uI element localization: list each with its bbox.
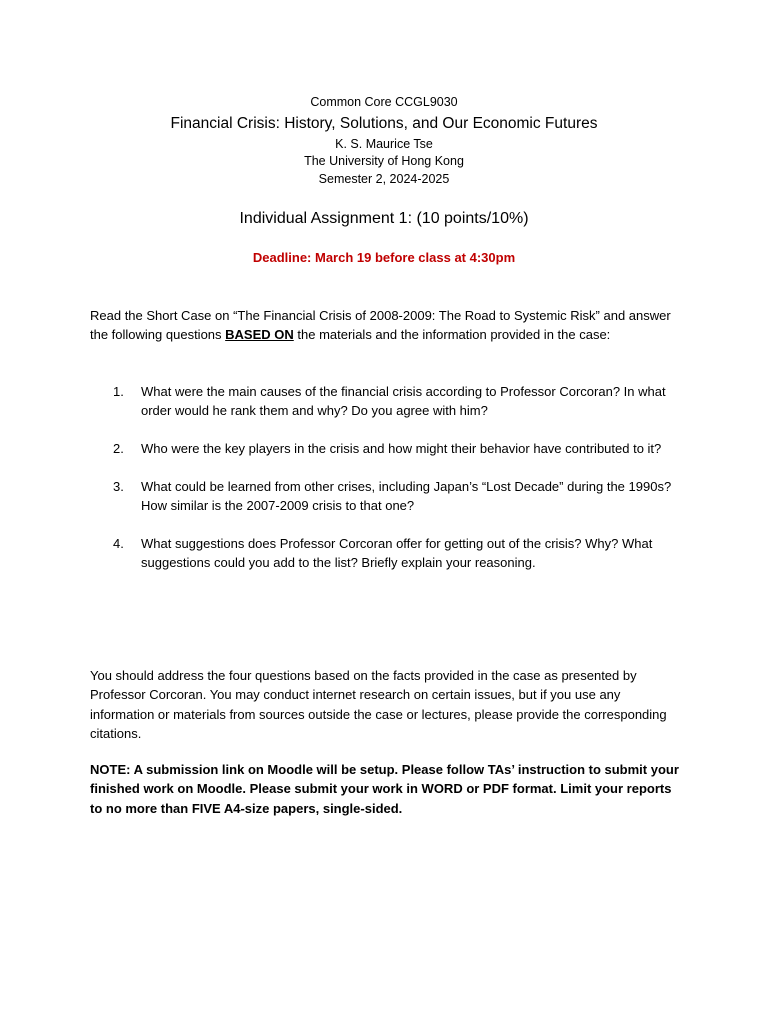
question-item [90,439,680,458]
question-number: 3. [113,478,124,494]
question-item [90,477,680,516]
deadline-text: Deadline: March 19 before class at 4:30pm [252,250,516,265]
course-header [0,94,768,188]
assignment-title: Individual Assignment 1: (10 points/10%) [239,210,529,227]
course-title: Financial Crisis: History, Solutions, and Our Economic Futures [170,114,598,132]
question-list [90,382,680,591]
question-text: What were the main causes of the financial crisis according to Professor Corcoran? In what order would he rank them and why? Do you agree with him? [141,384,666,419]
question-number: 4. [113,535,124,551]
intro-paragraph [90,306,680,345]
course-code: Common Core CCGL9030 [310,95,458,109]
question-number: 2. [113,441,124,457]
submission-note: NOTE: A submission link on Moodle will be setup. Please follow TAs’ instruction to submit your finished work on Moodle. Please submit your work in WORD or PDF format. Limit your reports to no more than FIVE A4-size papers, single-sided. [90,762,679,816]
question-text: What could be learned from other crises, including Japan’s “Lost Decade” during the 1990s? How similar is the 2007-2009 crisis to that one? [141,478,672,514]
question-text: Who were the key players in the crisis and how might their behavior have contributed to it? [141,441,662,457]
intro-text-end: the materials and the information provided in the case: [293,327,611,343]
question-number: 1. [113,384,124,399]
semester: Semester 2, 2024-2025 [318,171,450,186]
question-item [90,534,680,573]
question-text: What suggestions does Professor Corcoran offer for getting out of the crisis? Why? What suggestions could you add to the list? Briefly explain your reasoning. [141,535,653,571]
intro-text-start: Read the Short Case on “The Financial Crisis of 2008-2009: The Road to Systemic Risk” and answer the following questions [90,308,671,343]
university-name: The University of Hong Kong [304,154,464,168]
closing-paragraph: You should address the four questions based on the facts provided in the case as presented by Professor Corcoran. You may conduct internet research on certain issues, but if you use any information or materials from sources outside the case or lectures, please provide the corresponding citations. [90,668,667,741]
intro-emphasis: BASED ON [225,327,294,343]
instructor-name: K. S. Maurice Tse [335,136,433,151]
question-item [90,382,680,421]
